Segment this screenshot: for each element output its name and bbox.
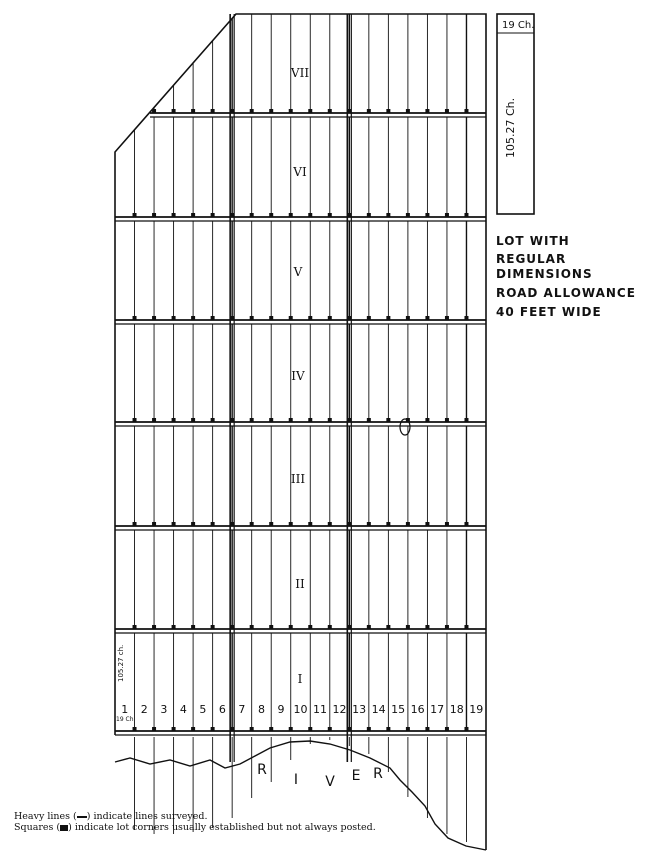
corner-post: [308, 522, 312, 526]
corner-post: [211, 727, 215, 731]
corner-post: [425, 213, 429, 217]
corner-post: [172, 418, 176, 422]
concession-label: VI: [293, 165, 307, 179]
legend-heavy-lines: [14, 811, 208, 822]
road-caption-line1: ROAD ALLOWANCE: [496, 286, 636, 300]
corner-post: [328, 522, 332, 526]
corner-post: [289, 727, 293, 731]
lot-number: 3: [160, 703, 168, 716]
lot-width-label: 19 Ch.: [502, 20, 535, 31]
corner-post: [367, 625, 371, 629]
lot-number: 1: [121, 703, 129, 716]
concession-label: II: [295, 577, 305, 591]
corner-post: [250, 213, 254, 217]
river-letter: R: [373, 766, 383, 782]
concession-label: I: [297, 672, 303, 686]
corner-post: [289, 625, 293, 629]
corner-post: [250, 418, 254, 422]
corner-post: [406, 522, 410, 526]
corner-post: [425, 727, 429, 731]
corner-post: [250, 109, 254, 113]
corner-post: [406, 213, 410, 217]
corner-post: [367, 418, 371, 422]
corner-post: [191, 213, 195, 217]
corner-post: [172, 109, 176, 113]
legend-squares: [14, 822, 376, 833]
corner-post: [191, 522, 195, 526]
corner-post: [191, 418, 195, 422]
corner-post: [464, 625, 468, 629]
lot-number: 19: [469, 703, 484, 716]
corner-post: [445, 625, 449, 629]
corner-post: [211, 522, 215, 526]
corner-post: [211, 109, 215, 113]
lot-number: 15: [391, 703, 406, 716]
concession-label: IV: [291, 369, 305, 383]
corner-post: [289, 213, 293, 217]
corner-post: [425, 109, 429, 113]
corner-post: [406, 625, 410, 629]
corner-post: [211, 418, 215, 422]
corner-post: [464, 727, 468, 731]
corner-post: [386, 109, 390, 113]
corner-post: [464, 213, 468, 217]
lot-number: 6: [218, 703, 226, 716]
lot-grid: [135, 14, 467, 842]
corner-post: [230, 522, 234, 526]
road-allowances: [115, 14, 486, 762]
corner-post: [347, 316, 351, 320]
lot-number: 18: [449, 703, 464, 716]
corner-post: [230, 625, 234, 629]
corner-post: [289, 522, 293, 526]
corner-post: [328, 213, 332, 217]
corner-post: [250, 625, 254, 629]
corner-post: [211, 316, 215, 320]
lot-depth-label: 105.27 Ch.: [504, 97, 517, 158]
corner-post: [230, 316, 234, 320]
corner-post: [406, 727, 410, 731]
legend-heavy-prefix: Heavy lines (: [14, 811, 77, 822]
corner-post: [328, 418, 332, 422]
corner-post: [308, 316, 312, 320]
corner-post: [347, 213, 351, 217]
corner-post: [308, 727, 312, 731]
corner-post: [133, 418, 137, 422]
corner-post: [328, 316, 332, 320]
corner-post: [445, 109, 449, 113]
corner-post: [133, 727, 137, 731]
corner-post: [308, 625, 312, 629]
corner-post: [172, 625, 176, 629]
corner-post: [133, 316, 137, 320]
river-letter: E: [351, 768, 361, 784]
lot-number: 17: [430, 703, 445, 716]
corner-post: [347, 109, 351, 113]
small-depth-label: 105.27 ch.: [117, 644, 125, 682]
corner-post: [191, 625, 195, 629]
lot-number: 9: [277, 703, 285, 716]
legend-squares-prefix: Squares (: [14, 822, 61, 833]
corner-post: [152, 213, 156, 217]
corner-post: [230, 727, 234, 731]
corner-post: [445, 522, 449, 526]
corner-post: [230, 213, 234, 217]
river-letter: R: [257, 762, 267, 778]
corner-post: [406, 109, 410, 113]
corner-post: [367, 727, 371, 731]
corner-post: [250, 727, 254, 731]
corner-post: [152, 727, 156, 731]
corner-post: [347, 727, 351, 731]
concession-label: V: [293, 265, 303, 279]
corner-post: [425, 625, 429, 629]
corner-post: [230, 418, 234, 422]
lot-caption-line2: REGULAR DIMENSIONS: [496, 252, 593, 281]
road-caption-line2: 40 FEET WIDE: [496, 305, 602, 319]
corner-post: [269, 213, 273, 217]
corner-post: [445, 213, 449, 217]
lot-number: 12: [332, 703, 347, 716]
corner-post: [269, 727, 273, 731]
lot-caption-line1: LOT WITH: [496, 234, 570, 248]
lot-number: 5: [199, 703, 207, 716]
heavy-line-swatch: [77, 816, 87, 818]
corner-post: [289, 109, 293, 113]
legend-heavy-suffix: ) indicate lines surveyed.: [86, 811, 208, 822]
corner-post: [386, 625, 390, 629]
corner-post: [191, 727, 195, 731]
river-letter: I: [293, 772, 299, 788]
corner-post: [347, 418, 351, 422]
corner-post: [211, 625, 215, 629]
corner-post: [308, 109, 312, 113]
corner-post: [425, 316, 429, 320]
corner-post: [328, 109, 332, 113]
corner-post: [172, 727, 176, 731]
outline-border: [115, 14, 486, 850]
corner-post: [172, 316, 176, 320]
corner-post: [211, 213, 215, 217]
corner-post: [386, 727, 390, 731]
corner-post: [152, 522, 156, 526]
corner-post: [328, 625, 332, 629]
lot-corner-posts: [133, 109, 469, 731]
lot-number: 10: [293, 703, 308, 716]
lot-number: 7: [238, 703, 246, 716]
lot-number: 11: [313, 703, 328, 716]
lot-number: 14: [371, 703, 386, 716]
lot-number: 4: [179, 703, 187, 716]
corner-post: [308, 213, 312, 217]
corner-post: [133, 625, 137, 629]
corner-post: [269, 522, 273, 526]
corner-post: [464, 522, 468, 526]
corner-post: [191, 316, 195, 320]
corner-post: [172, 213, 176, 217]
corner-post: [386, 522, 390, 526]
corner-post: [464, 109, 468, 113]
corner-post: [191, 109, 195, 113]
corner-post: [347, 522, 351, 526]
corner-post: [425, 522, 429, 526]
corner-post: [464, 316, 468, 320]
corner-post: [269, 316, 273, 320]
corner-post: [367, 316, 371, 320]
corner-post: [445, 418, 449, 422]
lot-number: 16: [410, 703, 425, 716]
township-outline: [115, 14, 486, 850]
corner-post: [250, 522, 254, 526]
lot-number: 2: [140, 703, 148, 716]
corner-post: [152, 418, 156, 422]
corner-post: [230, 109, 234, 113]
corner-post: [386, 316, 390, 320]
river-letter: V: [325, 774, 335, 790]
corner-post: [367, 213, 371, 217]
shore-line: [115, 741, 486, 850]
square-swatch: [60, 825, 68, 831]
corner-post: [328, 727, 332, 731]
corner-post: [289, 418, 293, 422]
corner-post: [406, 316, 410, 320]
corner-post: [367, 522, 371, 526]
small-width-label: 19 Ch: [116, 716, 134, 723]
corner-post: [308, 418, 312, 422]
corner-post: [425, 418, 429, 422]
corner-post: [347, 625, 351, 629]
corner-post: [269, 625, 273, 629]
corner-post: [269, 418, 273, 422]
corner-post: [289, 316, 293, 320]
corner-post: [464, 418, 468, 422]
corner-post: [269, 109, 273, 113]
concession-label: III: [290, 472, 306, 486]
corner-post: [172, 522, 176, 526]
corner-post: [445, 316, 449, 320]
lot-number: 13: [352, 703, 367, 716]
corner-post: [445, 727, 449, 731]
corner-post: [133, 213, 137, 217]
corner-post: [152, 316, 156, 320]
corner-post: [386, 213, 390, 217]
lot-number: 8: [257, 703, 265, 716]
corner-post: [250, 316, 254, 320]
concession-label: VII: [290, 66, 310, 80]
corner-post: [152, 625, 156, 629]
legend-squares-suffix: ) indicate lot corners usually established but not always posted.: [68, 822, 376, 833]
corner-post: [133, 522, 137, 526]
plan-labels: [121, 66, 483, 790]
corner-post: [367, 109, 371, 113]
corner-post: [386, 418, 390, 422]
